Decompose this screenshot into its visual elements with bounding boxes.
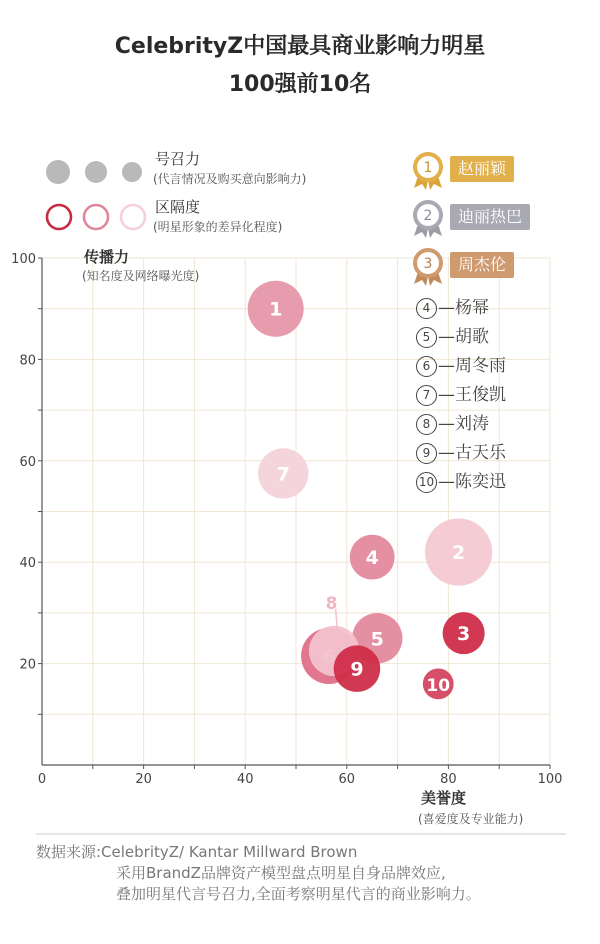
gold-medal-icon xyxy=(410,150,446,190)
y-tick-label: 80 xyxy=(19,353,36,369)
svg-text:2: 2 xyxy=(423,208,433,224)
rank-9-row xyxy=(416,438,506,464)
bubble-label: 8 xyxy=(325,593,338,614)
bubble-label: 10 xyxy=(426,675,451,696)
legend-ring-label: 区隔度 xyxy=(155,198,201,216)
rank-1-row xyxy=(410,150,580,186)
bubble-7 xyxy=(258,448,308,498)
silver-medal-icon xyxy=(410,198,446,238)
rank-4-number: 4 xyxy=(416,298,437,319)
rank-8-number: 8 xyxy=(416,414,437,435)
y-tick-label: 100 xyxy=(11,252,36,267)
rank-5-number: 5 xyxy=(416,327,437,348)
source-line-2: 采用BrandZ品牌资产模型盘点明星自身品牌效应, xyxy=(116,864,446,882)
y-axis-label: 传播力 xyxy=(84,248,130,266)
rank-3-name: 周杰伦 xyxy=(450,252,514,278)
rank-3-row xyxy=(410,246,580,282)
x-tick-label: 60 xyxy=(338,772,356,787)
bubble-4 xyxy=(350,535,395,580)
x-tick-label: 20 xyxy=(135,772,152,787)
rank-5-row xyxy=(416,322,489,348)
x-axis-sublabel: (喜爱度及专业能力) xyxy=(418,812,524,826)
rank-5-name: —胡歌 xyxy=(438,327,489,347)
y-tick-label: 20 xyxy=(19,657,36,673)
rank-10-row xyxy=(416,467,506,493)
rank-2-name: 迪丽热巴 xyxy=(450,204,530,230)
rank-8-name: —刘涛 xyxy=(438,414,489,434)
x-tick-label: 0 xyxy=(37,772,47,787)
rank-7-row xyxy=(416,380,506,406)
bubble-9 xyxy=(334,645,380,691)
rank-1-name: 赵丽颖 xyxy=(450,156,514,182)
rank-6-number: 6 xyxy=(416,356,437,377)
rank-10-number: 10 xyxy=(416,472,437,493)
bubble-1 xyxy=(248,281,304,337)
bubble-3 xyxy=(443,612,485,654)
rank-2-row xyxy=(410,198,580,234)
title-line-1: CelebrityZ中国最具商业影响力明星 xyxy=(114,34,486,59)
legend-size-desc: (代言情况及购买意向影响力) xyxy=(153,172,307,186)
bubble-label: 5 xyxy=(370,628,384,651)
rank-9-name: —古天乐 xyxy=(438,443,506,463)
rank-7-name: —王俊凯 xyxy=(438,385,506,405)
rank-10-name: —陈奕迅 xyxy=(438,472,506,492)
bubble-2 xyxy=(425,518,492,585)
svg-text:1: 1 xyxy=(423,160,433,176)
ranking-list xyxy=(410,150,590,495)
legend-ring-desc: (明星形象的差异化程度) xyxy=(153,220,283,234)
bubble-10 xyxy=(423,668,454,699)
x-axis-label: 美誉度 xyxy=(421,789,467,807)
title-line-2: 100强前10名 xyxy=(228,72,372,97)
legend-size-label: 号召力 xyxy=(155,150,201,168)
bronze-medal-icon xyxy=(410,246,446,286)
x-tick-label: 40 xyxy=(236,772,254,787)
y-tick-label: 40 xyxy=(19,556,36,572)
bubble-label: 9 xyxy=(350,658,364,681)
rank-4-name: —杨幂 xyxy=(438,298,489,318)
source-line-3: 叠加明星代言号召力,全面考察明星代言的商业影响力。 xyxy=(116,885,481,903)
rank-6-name: —周冬雨 xyxy=(438,356,506,376)
rank-7-number: 7 xyxy=(416,385,437,406)
rank-8-row xyxy=(416,409,489,435)
source-line-1: 数据来源:CelebrityZ/ Kantar Millward Brown xyxy=(36,843,358,861)
rank-4-row xyxy=(416,293,489,319)
bubble-label: 4 xyxy=(365,547,379,570)
source-note xyxy=(36,842,481,905)
bubble-label: 1 xyxy=(269,298,283,321)
rank-6-row xyxy=(416,351,506,377)
svg-text:3: 3 xyxy=(423,256,433,272)
y-tick-label: 60 xyxy=(19,454,36,470)
y-axis-sublabel: (知名度及网络曝光度) xyxy=(82,269,200,283)
bubble-label: 2 xyxy=(451,542,466,565)
bubble-label: 7 xyxy=(276,463,290,486)
bubble-label: 3 xyxy=(457,623,471,646)
rank-9-number: 9 xyxy=(416,443,437,464)
x-tick-label: 100 xyxy=(537,772,563,787)
x-tick-label: 80 xyxy=(440,772,457,787)
